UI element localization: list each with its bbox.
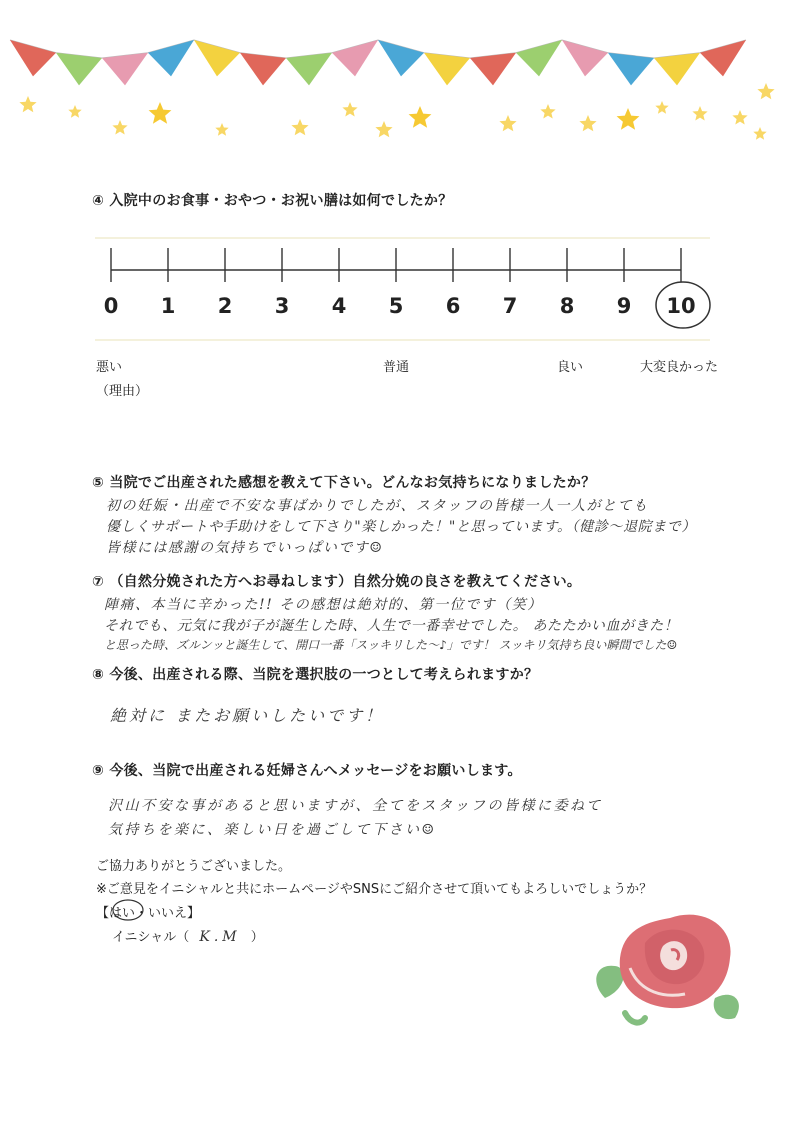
- bunting-flag: [470, 53, 516, 86]
- star-icon: [692, 106, 707, 121]
- bunting-rope: [10, 40, 746, 58]
- bunting-flag: [378, 40, 424, 76]
- star-icon: [757, 83, 774, 99]
- answer-7-line-1: 陣痛、本当に辛かった!! その感想は絶対的、第一位です（笑）: [104, 597, 543, 613]
- scale-label-normal: 普通: [383, 360, 410, 375]
- initial-label: イニシャル（: [112, 930, 190, 945]
- sns-permission-question: ※ご意見をイニシャルと共にホームページやSNSにご紹介させて頂いてもよろしいでしょうか？: [96, 882, 653, 897]
- scale-label-bad: 悪い: [96, 360, 123, 375]
- question-4-title: ④ 入院中のお食事・おやつ・お祝い膳は如何でしたか？: [92, 193, 453, 209]
- star-icon: [112, 120, 127, 135]
- answer-9-line-2: 気持ちを楽に、楽しい日を過ごして下さい☺: [108, 822, 437, 838]
- star-icon: [342, 102, 357, 117]
- question-8-title: ⑧ 今後、出産される際、当院を選択肢の一つとして考えられますか？: [92, 667, 539, 683]
- bunting-flag: [194, 40, 240, 76]
- bunting-flag: [286, 53, 332, 86]
- question-5-title: ⑤ 当院でご出産された感想を教えて下さい。どんなお気持ちになりましたか？: [92, 475, 596, 491]
- bunting-flag: [102, 53, 148, 86]
- bunting-flag: [516, 40, 562, 76]
- answer-5-line-1: 初の妊娠・出産で不安な事ばかりでしたが、スタッフの皆様一人一人がとても: [106, 498, 649, 514]
- star-icon: [409, 106, 432, 128]
- yes-circle-mark: [110, 897, 150, 923]
- star-icon: [215, 123, 228, 136]
- star-icon: [617, 108, 640, 130]
- star-icon: [579, 115, 596, 131]
- bunting-flag: [10, 40, 56, 76]
- scale-number: 1: [160, 294, 176, 318]
- bunting-flag: [56, 53, 102, 86]
- question-7-title: ⑦ （自然分娩された方へお尋ねします）自然分娩の良さを教えてください。: [92, 574, 582, 590]
- bunting-flag: [332, 40, 378, 76]
- bunting-flag: [608, 53, 654, 86]
- rose-illustration: [585, 898, 755, 1038]
- bunting-flag: [148, 40, 194, 76]
- star-icon: [19, 96, 36, 112]
- answer-5-line-3: 皆様には感謝の気持ちでいっぱいです☺: [106, 540, 384, 556]
- answer-8: 絶対に またお願いしたいです！: [110, 706, 385, 725]
- star-icon: [149, 102, 172, 124]
- answer-5-line-2: 優しくサポートや手助けをして下さり"楽しかった！"と思っています。（健診～退院まで）: [106, 519, 696, 535]
- bunting-flag: [654, 53, 700, 86]
- star-icon: [655, 101, 668, 114]
- star-icon: [540, 104, 555, 119]
- scale-number: 10: [666, 294, 696, 318]
- scale-number: 7: [502, 294, 518, 318]
- star-icon: [753, 127, 766, 140]
- star-icon: [291, 119, 308, 135]
- bunting-flag: [562, 40, 608, 76]
- answer-7-line-2: それでも、元気に我が子が誕生した時、人生で一番幸せでした。 あたたかい血がきた！: [104, 618, 679, 634]
- star-icon: [68, 105, 81, 118]
- answer-9-line-1: 沢山不安な事があると思いますが、全てをスタッフの皆様に委ねて: [108, 798, 603, 814]
- scale-number: 8: [559, 294, 575, 318]
- scale-number: 4: [331, 294, 347, 318]
- initial-field: [112, 926, 264, 945]
- scale-label-good: 良い: [557, 360, 584, 375]
- bunting-flag: [240, 53, 286, 86]
- star-icon: [375, 121, 392, 137]
- scale-label-great: 大変良かった: [640, 360, 719, 375]
- thanks-text: ご協力ありがとうございました。: [96, 859, 292, 874]
- scale-number: 6: [445, 294, 461, 318]
- yes-no-text: 【はい・いいえ】: [96, 906, 201, 921]
- reason-label: （理由）: [96, 384, 149, 399]
- star-decorations: [19, 83, 774, 140]
- star-icon: [732, 110, 747, 125]
- scale-number: 0: [103, 294, 119, 318]
- scale-number: 5: [388, 294, 404, 318]
- rating-scale: [95, 232, 715, 342]
- bunting-flag: [424, 53, 470, 86]
- scale-number: 3: [274, 294, 290, 318]
- initial-value: K.M: [199, 929, 241, 945]
- initial-close: ）: [250, 930, 264, 945]
- bunting-decoration: [0, 0, 800, 160]
- scale-number: 9: [616, 294, 632, 318]
- bunting-flag: [700, 40, 746, 76]
- star-icon: [499, 115, 516, 131]
- scale-number: 2: [217, 294, 233, 318]
- question-9-title: ⑨ 今後、当院で出産される妊婦さんへメッセージをお願いします。: [92, 763, 522, 779]
- answer-7-line-3: と思った時、ズルンッと誕生して、開口一番「スッキリした～♪」です！ スッキリ気持ち良い瞬間でした☺: [104, 638, 678, 652]
- bunting-flags: [10, 40, 746, 85]
